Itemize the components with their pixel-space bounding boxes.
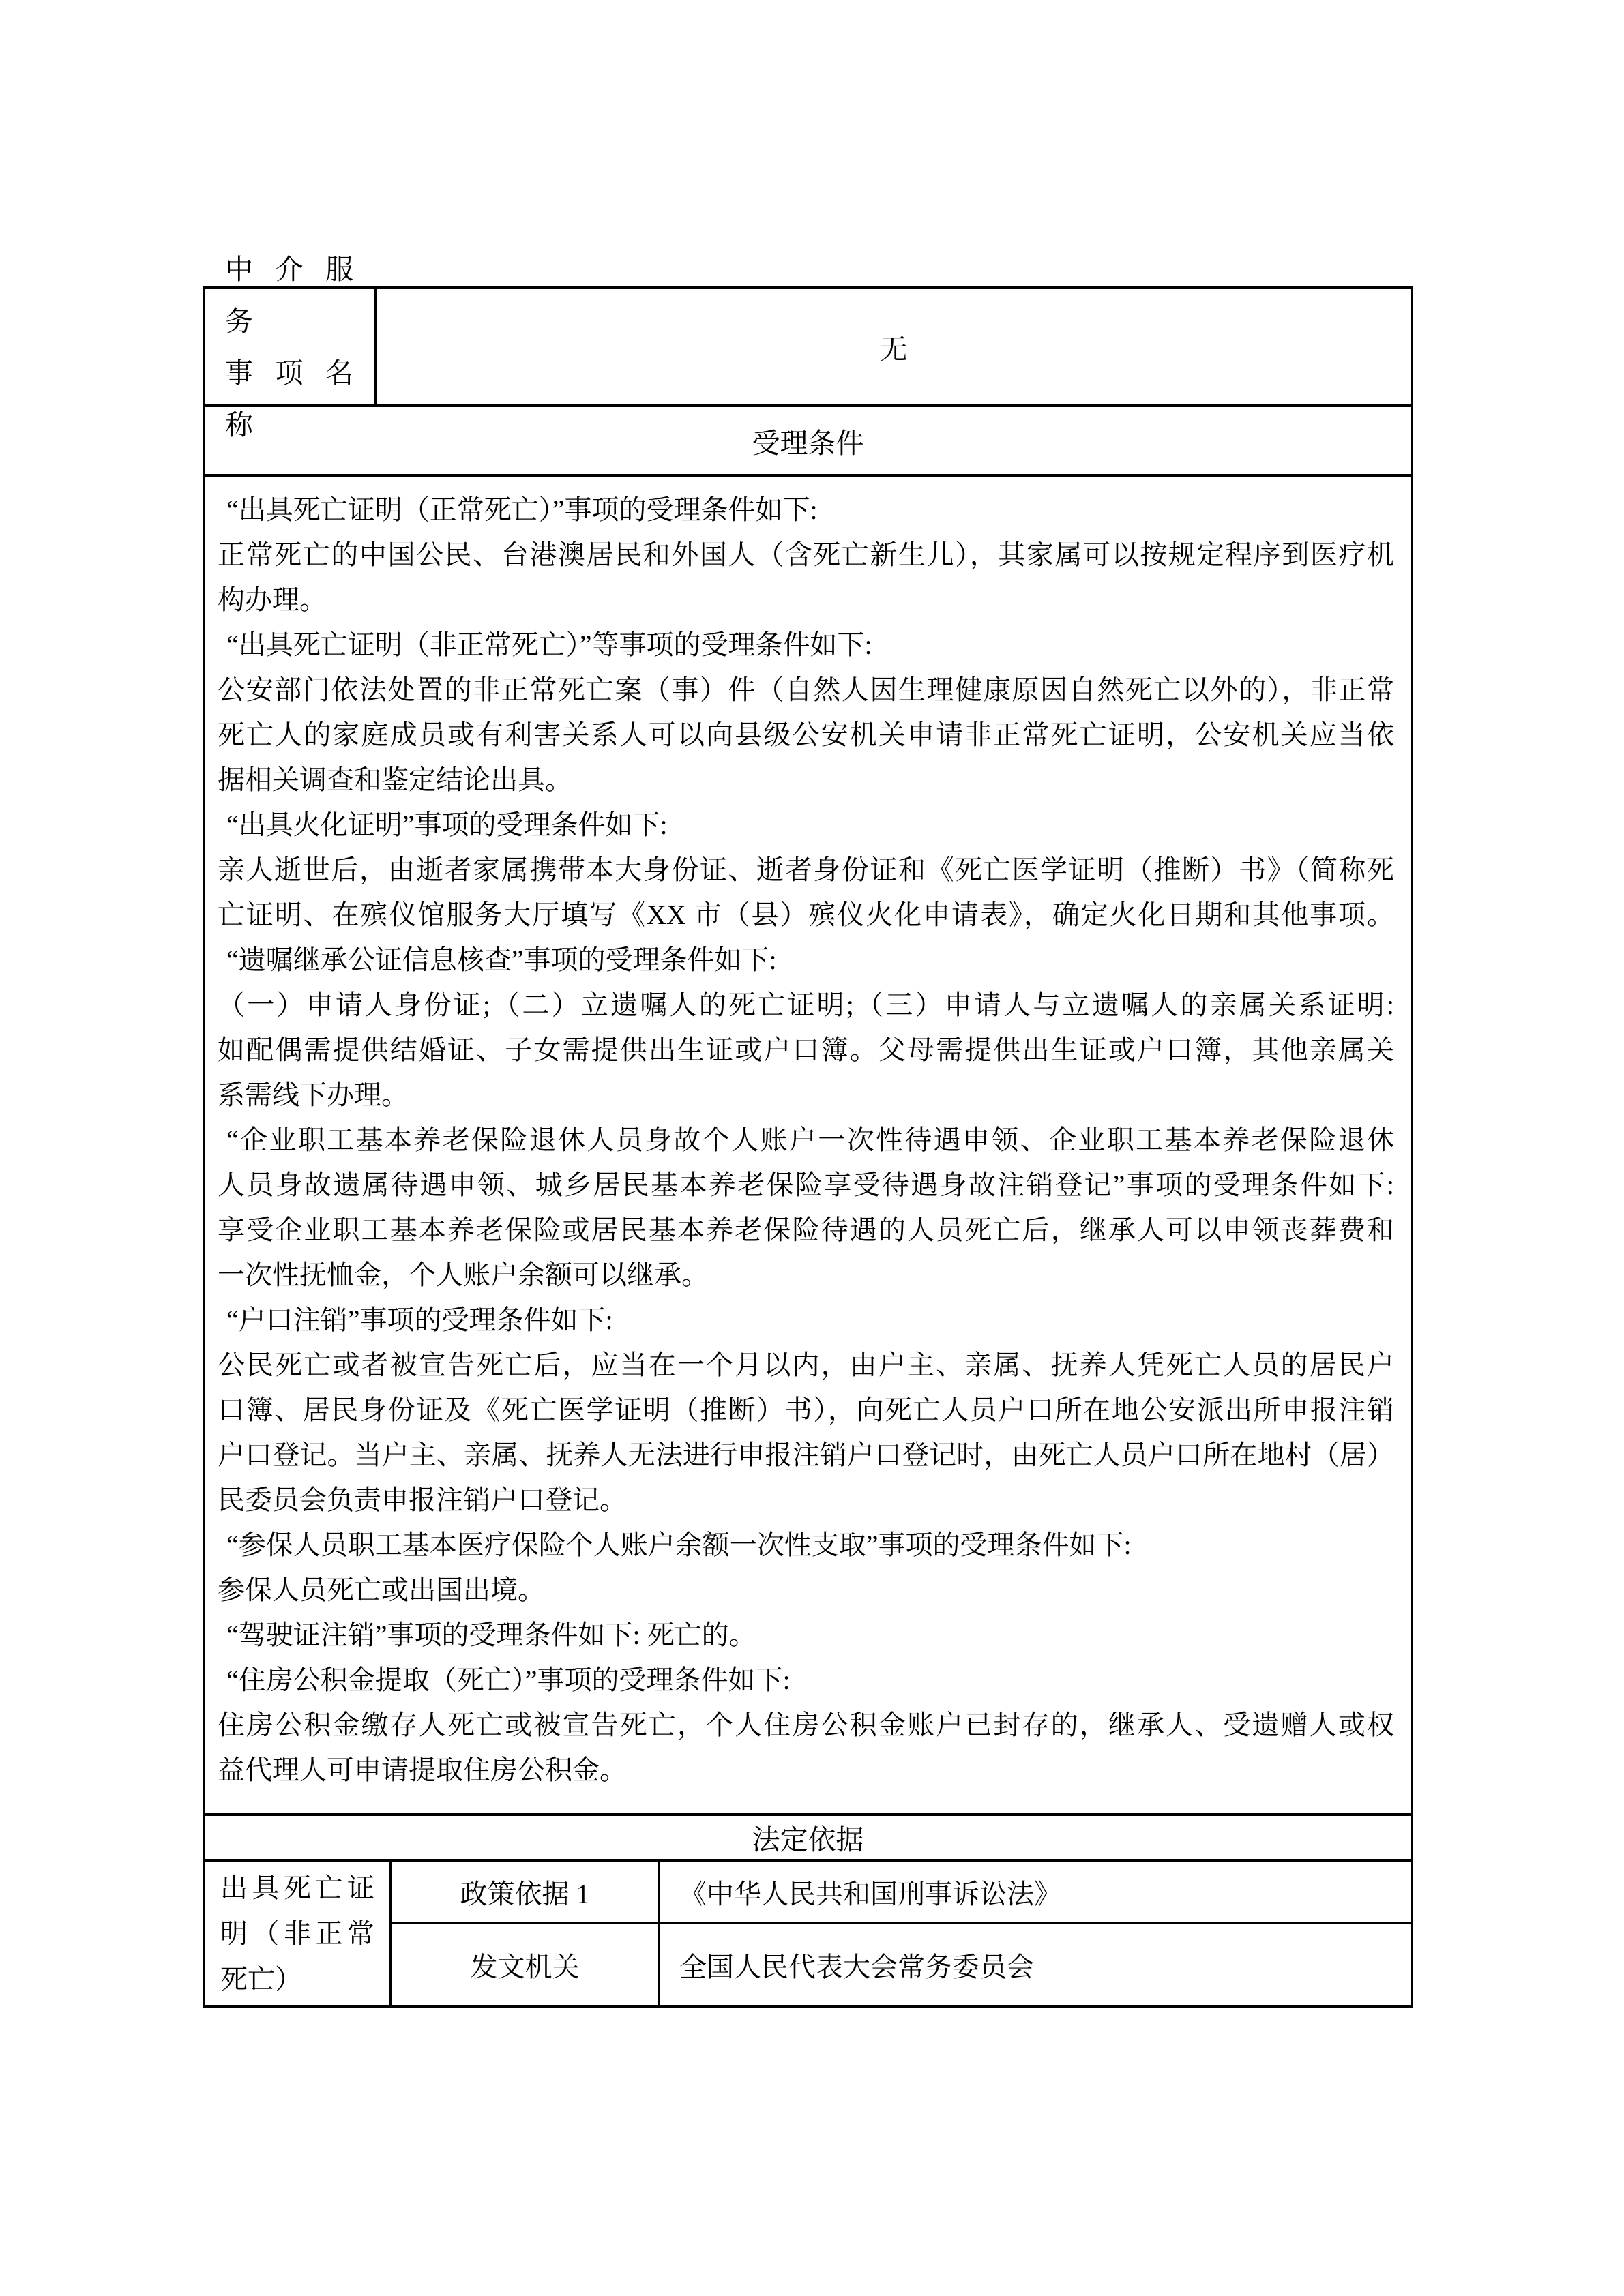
text-line: “户口注销”事项的受理条件如下: bbox=[226, 1304, 613, 1335]
text-line: 人员身故遗属待遇申领、城乡居民基本养老保险享受待遇身故注销登记”事项的受理条件如下: bbox=[218, 1169, 1394, 1200]
text-line: 公民死亡或者被宣告死亡后，应当在一个月以内，由户主、亲属、抚养人凭死亡人员的居民户 bbox=[218, 1350, 1394, 1380]
intermediary-service-row bbox=[205, 253, 1411, 441]
text-line: “出具死亡证明（非正常死亡）”等事项的受理条件如下: bbox=[226, 629, 872, 660]
text-line: “遗嘱继承公证信息核查”事项的受理条件如下: bbox=[226, 944, 777, 975]
text-line: 享受企业职工基本养老保险或居民基本养老保险待遇的人员死亡后，继承人可以申领丧葬费和 bbox=[218, 1214, 1394, 1245]
text-line: 如配偶需提供结婚证、子女需提供出生证或户口簿。父母需提供出生证或户口簿，其他亲属关 bbox=[218, 1034, 1394, 1065]
intermediary-service-name-label-cell bbox=[205, 253, 377, 441]
text-line: 据相关调查和鉴定结论出具。 bbox=[218, 764, 572, 795]
text-line: 亡证明、在殡仪馆服务大厅填写《XX 市（县）殡仪火化申请表》，确定火化日期和其他事项。 bbox=[218, 899, 1394, 930]
text-line: 公安部门依法处置的非正常死亡案（事）件（自然人因生理健康原因自然死亡以外的），非正常 bbox=[218, 674, 1394, 705]
label-line-2: 事 项 名 称 bbox=[225, 357, 353, 441]
legal-item-name: 出具死亡证明（非正常死亡） bbox=[220, 1872, 374, 1995]
intermediary-service-name-value: 无 bbox=[879, 333, 908, 365]
legal-basis-rows bbox=[205, 1862, 1411, 2005]
text-line: “住房公积金提取（死亡）”事项的受理条件如下: bbox=[226, 1665, 791, 1695]
policy-basis-value: 《中华人民共和国刑事诉讼法》 bbox=[679, 1879, 1061, 1909]
legal-basis-header: 法定依据 bbox=[205, 1816, 1411, 1862]
text-line: （一）申请人身份证;（二）立遗嘱人的死亡证明;（三）申请人与立遗嘱人的亲属关系证明: bbox=[218, 989, 1394, 1020]
text-line: 系需线下办理。 bbox=[218, 1079, 409, 1110]
text-line: 构办理。 bbox=[218, 584, 327, 615]
text-line: “出具死亡证明（正常死亡）”事项的受理条件如下: bbox=[226, 494, 818, 525]
text-line: 正常死亡的中国公民、台港澳居民和外国人（含死亡新生儿），其家属可以按规定程序到医疗机 bbox=[218, 539, 1394, 570]
text-line: “企业职工基本养老保险退休人员身故个人账户一次性待遇申领、企业职工基本养老保险退休 bbox=[226, 1124, 1394, 1155]
text-line: 益代理人可申请提取住房公积金。 bbox=[218, 1755, 627, 1785]
acceptance-conditions-header: 受理条件 bbox=[205, 407, 1411, 477]
text-line: 参保人员死亡或出国出境。 bbox=[218, 1575, 545, 1605]
text-line: 死亡人的家庭成员或有利害关系人可以向县级公安机关申请非正常死亡证明，公安机关应当依 bbox=[218, 719, 1394, 750]
service-item-table bbox=[203, 253, 1413, 2008]
text-line: 一次性抚恤金，个人账户余额可以继承。 bbox=[218, 1259, 709, 1290]
policy-basis-label: 政策依据 1 bbox=[392, 1862, 660, 1922]
text-line: 住房公积金缴存人死亡或被宣告死亡，个人住房公积金账户已封存的，继承人、受遗赠人或权 bbox=[218, 1710, 1394, 1740]
text-line: 户口登记。当户主、亲属、抚养人无法进行申报注销户口登记时，由死亡人员户口所在地村（居） bbox=[218, 1440, 1394, 1470]
text-line: 亲人逝世后，由逝者家属携带本大身份证、逝者身份证和《死亡医学证明（推断）书》（简称死 bbox=[218, 854, 1394, 885]
issuing-authority-value: 全国人民代表大会常务委员会 bbox=[679, 1951, 1034, 1982]
legal-item-name-cell bbox=[205, 1862, 392, 2005]
text-line: 口簿、居民身份证及《死亡医学证明（推断）书），向死亡人员户口所在地公安派出所申报注销 bbox=[218, 1395, 1394, 1425]
acceptance-conditions-text bbox=[205, 477, 1411, 1816]
issuing-authority-row bbox=[392, 1924, 1411, 2005]
text-line: 民委员会负责申报注销户口登记。 bbox=[218, 1485, 627, 1515]
text-line: “驾驶证注销”事项的受理条件如下: 死亡的。 bbox=[226, 1620, 756, 1650]
intermediary-service-name-value-cell bbox=[377, 289, 1411, 404]
legal-basis-detail bbox=[392, 1862, 1411, 2005]
text-line: “参保人员职工基本医疗保险个人账户余额一次性支取”事项的受理条件如下: bbox=[226, 1530, 1132, 1560]
text-line: “出具火化证明”事项的受理条件如下: bbox=[226, 809, 668, 840]
policy-basis-row bbox=[392, 1862, 1411, 1924]
issuing-authority-label: 发文机关 bbox=[392, 1924, 660, 2005]
label-line-1: 中 介 服 务 bbox=[225, 253, 353, 337]
